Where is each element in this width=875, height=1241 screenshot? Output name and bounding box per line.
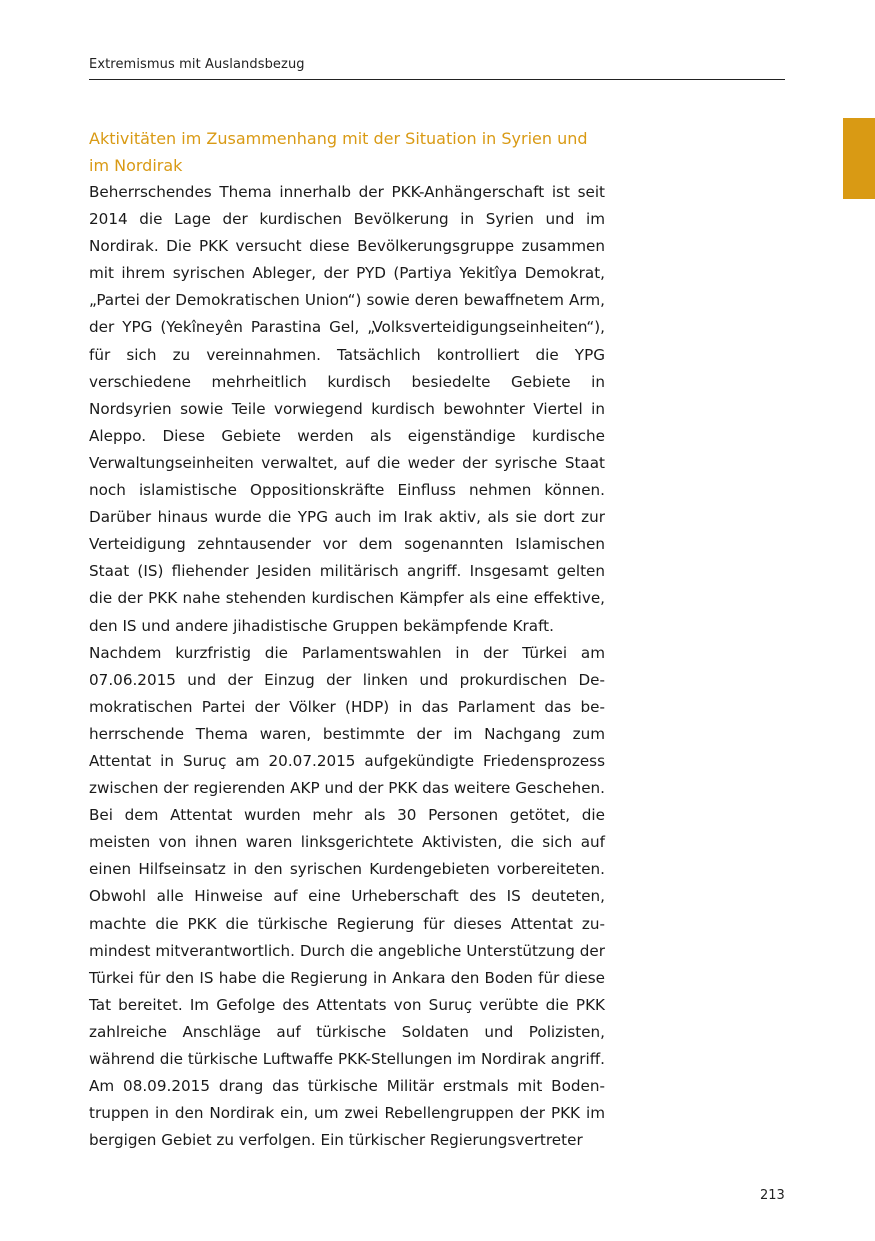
header-rule bbox=[89, 79, 785, 80]
chapter-tab-marker bbox=[843, 118, 875, 199]
section-heading: Aktivitäten im Zusammenhang mit der Situation in Syrien und im Nordirak bbox=[89, 129, 588, 175]
page-number: 213 bbox=[760, 1188, 785, 1203]
running-header: Extremismus mit Auslandsbezug bbox=[89, 57, 305, 72]
paragraph: Beherrschendes Thema innerhalb der PKK-Anhängerschaft ist seit 2014 die Lage der kurdischen Bevölkerung in Syrien und im Nordirak. Die PKK versucht diese Bevölkerungsgruppe zusammen mit ihrem syrischen Ableger, der PYD (Partiya Yekitîya Demokrat, „Partei der Demokratischen Union“) sowie deren bewaffnetem Arm, der YPG (Yekîneyên Parastina Gel, „Volksverteidigungseinheiten“), für sich zu vereinnahmen. Tatsächlich kontrolliert die YPG verschiedene mehrheitlich kurdisch besiedelte Gebiete in Nordsyrien sowie Teile vorwiegend kurdisch bewohnter Viertel in Aleppo. Diese Gebiete werden als eigenständige kurdische Verwaltungseinheiten verwaltet, auf die weder der syrische Staat noch islamistische Oppositionskräfte Einfluss nehmen können. Darüber hinaus wurde die YPG auch im Irak aktiv, als sie dort zur Verteidigung zehntausender vor dem sogenannten Islamischen Staat (IS) fliehender Jesiden militärisch angriff. Insgesamt gelten die der PKK nahe stehenden kurdischen Kämpfer als eine effektive, den IS und andere jihadistische Gruppen bekämpfende Kraft. bbox=[89, 183, 605, 635]
body-text bbox=[89, 179, 605, 1154]
paragraph: Nachdem kurzfristig die Parlamentswahlen in der Türkei am 07.06.2015 und der Einzug der linken und prokurdischen Demokratischen Partei der Völker (HDP) in das Parlament das beherrschende Thema waren, bestimmte der im Nachgang zum Attentat in Suruç am 20.07.2015 aufgekündigte Friedensprozess zwischen der regierenden AKP und der PKK das weitere Geschehen. Bei dem Attentat wurden mehr als 30 Personen getötet, die meisten von ihnen waren linksgerichtete Aktivisten, die sich auf einen Hilfseinsatz in den syrischen Kurdengebieten vorbereiteten. Obwohl alle Hinweise auf eine Urheberschaft des IS deuteten, machte die PKK die türkische Regierung für dieses Attentat zumindest mitverantwortlich. Durch die angebliche Unterstützung der Türkei für den IS habe die Regierung in Ankara den Boden für diese Tat bereitet. Im Gefolge des Attentats von Suruç verübte die PKK zahlreiche Anschläge auf türkische Soldaten und Polizisten, während die türkische Luftwaffe PKK-Stellungen im Nordirak angriff. Am 08.09.2015 drang das türkische Militär erstmals mit Bodentruppen in den Nordirak ein, um zwei Rebellengruppen der PKK im bergigen Gebiet zu verfolgen. Ein türkischer Regierungsvertreter bbox=[89, 643, 605, 1150]
